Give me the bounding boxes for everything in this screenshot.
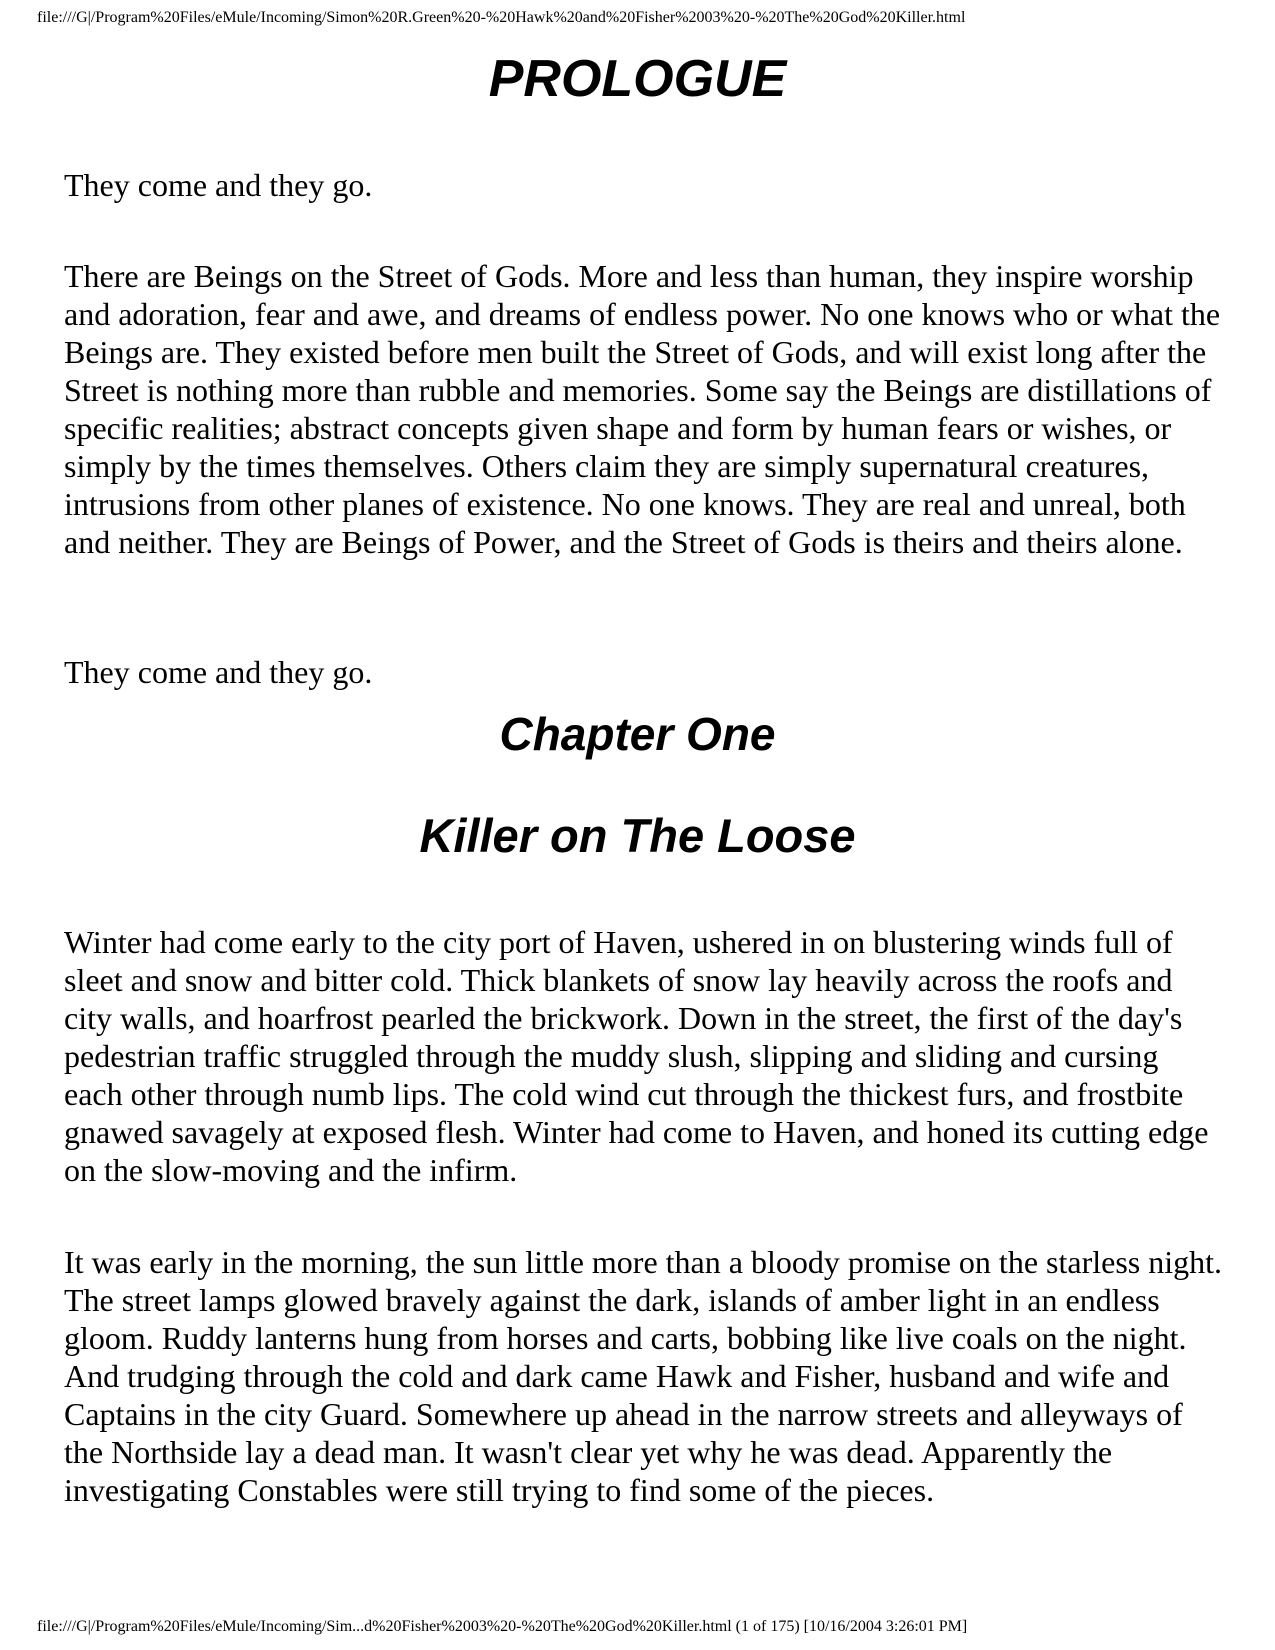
- prologue-paragraph-3: They come and they go.: [64, 654, 373, 690]
- prologue-title: PROLOGUE: [488, 50, 787, 108]
- header-file-url: file:///G|/Program%20Files/eMule/Incoming/Simon%20R.Green%20-%20Hawk%20and%20Fisher%2003%20-%20The%20God%20Killer.html: [37, 9, 966, 26]
- prologue-paragraph-1: They come and they go.: [64, 167, 373, 203]
- prologue-paragraph-2: There are Beings on the Street of Gods. More and less than human, they inspire worship and adoration, fear and awe, and dreams of endless power. No one knows who or what the Beings are. They existed before men built the Street of Gods, and will exist long after the Street is nothing more than rubble and memories. Some say the Beings are distillations of specific realities; abstract concepts given shape and form by human fears or wishes, or simply by the times themselves. Others claim they are simply supernatural creatures, intrusions from other planes of existence. No one knows. They are real and unreal, both and neither. They are Beings of Power, and the Street of Gods is theirs and theirs alone.: [64, 258, 1221, 560]
- chapter-paragraph-1: Winter had come early to the city port of Haven, ushered in on blustering winds full of sleet and snow and bitter cold. Thick blankets of snow lay heavily across the roofs and city walls, and hoarfrost pearled the brickwork. Down in the street, the first of the day's pedestrian traffic struggled through the muddy slush, slipping and sliding and cursing each other through numb lips. The cold wind cut through the thickest furs, and frostbite gnawed savagely at exposed flesh. Winter had come to Haven, and honed its cutting edge on the slow-moving and the infirm.: [64, 924, 1209, 1188]
- chapter-paragraph-2: It was early in the morning, the sun little more than a bloody promise on the starless night. The street lamps glowed bravely against the dark, islands of amber light in an endless gloom. Ruddy lanterns hung from horses and carts, bobbing like live coals on the night. And trudging through the cold and dark came Hawk and Fisher, husband and wife and Captains in the city Guard. Somewhere up ahead in the narrow streets and alleyways of the Northside lay a dead man. It wasn't clear yet why he was dead. Apparently the investigating Constables were still trying to find some of the pieces.: [64, 1244, 1222, 1508]
- footer-file-url: file:///G|/Program%20Files/eMule/Incoming/Sim...d%20Fisher%2003%20-%20The%20God%20Killer.html (1 of 175) [10/16/2004 3:26:01 PM]: [37, 1618, 968, 1635]
- chapter-subtitle: Killer on The Loose: [419, 809, 856, 862]
- chapter-title: Chapter One: [499, 708, 776, 760]
